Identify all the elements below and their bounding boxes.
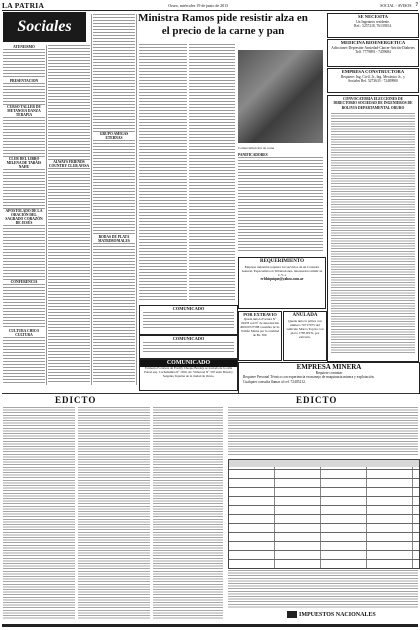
text-block (3, 407, 75, 619)
table-header (229, 460, 419, 467)
social-heading: BODAS DE PLATA MATRIMONIALES (93, 235, 135, 243)
ad-title: COMUNICADO (172, 306, 205, 311)
ad-comunicado-2 (139, 335, 238, 359)
text-block (93, 14, 135, 132)
ad-email: rrhhiquique@yahoo.com.ar (260, 277, 304, 281)
edicto-right-title: EDICTO (296, 395, 338, 405)
text-block (3, 83, 45, 105)
social-heading: PRESENTACION (3, 79, 45, 83)
sociales-column-1 (3, 45, 45, 385)
text-block (189, 44, 235, 302)
ad-line: Telf. 7779893 - 7459684 (355, 50, 391, 55)
photo-caption: Comercialización de carne (238, 146, 275, 150)
page-header (2, 1, 418, 11)
ad-title: SE NECESITA (358, 14, 388, 19)
ad-comunicado-1 (139, 305, 238, 335)
text-block (3, 284, 45, 329)
news-headline: Ministra Ramos pide resistir alza en el precio de la carne y pan (138, 12, 308, 37)
social-heading: GRUPO AMIGAS ETERNAS (93, 132, 135, 140)
news-column-3 (238, 153, 323, 253)
text-block (93, 243, 135, 383)
text-block (3, 49, 45, 79)
ad-title: COMUNICADO (172, 336, 205, 341)
ad-title: ANULADA (292, 313, 318, 318)
sociales-column-2 (48, 45, 90, 385)
ad-line: Sociales Ref. 5273633 - 72489900 (348, 79, 398, 84)
ad-title: REQUERIMIENTO (259, 259, 305, 264)
text-block (48, 45, 90, 160)
ad-line: Un Ingeniero residente. (356, 20, 390, 24)
news-column-1 (139, 44, 187, 302)
ad-contact: Cualquier consulta llamar al cel. 72405212. (243, 379, 306, 384)
ad-subtitle: Requiere contratar (315, 371, 343, 375)
column-divider (91, 14, 92, 385)
text-block (143, 342, 234, 354)
ad-body: Empresa industrial requiere los servicios de un Contador General, Especialista en Tributaciones, interesados remitir su C.V. a (241, 265, 323, 277)
ad-convocatoria (327, 95, 419, 362)
page-footer-rule (2, 624, 418, 627)
impuestos-mark-icon (287, 611, 297, 618)
sociales-banner: Sociales (3, 12, 86, 42)
text-block (3, 169, 45, 209)
ad-title: MEDICINA BIOENERGETICA (340, 40, 406, 45)
text-block (238, 157, 323, 253)
ad-body: Farmacia Fortaleza de Freddy Choque Berdeja se traslada de la calle Potosí esq. Cochabamba Nº 1059, Av. Villarroel Nº 370 entre Brasil y Sargento Tejerina de la ciudad de Oruro. (144, 366, 233, 378)
edicto-right-intro (228, 407, 418, 455)
edicto-table (228, 459, 420, 569)
edicto-left-col-2 (78, 407, 150, 619)
ad-empresa-constructora (327, 68, 419, 93)
ad-title: COMUNICADO (140, 360, 237, 367)
ad-line: Ref.: 5257218, 76139354. (354, 24, 392, 29)
text-block (3, 225, 45, 280)
newspaper-brand: LA PATRIA (2, 1, 45, 10)
ad-title: EMPRESA CONSTRUCTORA (341, 69, 405, 74)
text-block (3, 117, 45, 157)
news-subhead: PANIFICADORES (238, 153, 323, 157)
ad-body: Requiere Personal Técnico con experiencia en manejo de maquinaria minera y explotación. (243, 375, 375, 380)
social-heading: APOSTOLADO DE LA ORACIÓN DEL SAGRADO CORAZÓN DE JESÚS (3, 209, 45, 225)
text-block (228, 407, 418, 455)
text-block (143, 312, 234, 328)
section-divider (2, 393, 418, 394)
text-block (48, 168, 90, 383)
ad-line: Adicciones-Depresión-Ansiedad-Cáncer-Artritis-Diabetes (331, 46, 415, 50)
edicto-left-col-1 (3, 407, 75, 619)
text-block (78, 407, 150, 619)
issue-date: Oruro, miércoles 19 de junio de 2013 (168, 3, 229, 8)
edicto-left-col-3 (153, 407, 223, 619)
section-name: SOCIAL - AVISOS (380, 3, 412, 8)
social-heading: CULTURA CHICO CULTURA (3, 329, 45, 337)
text-block (139, 44, 187, 302)
social-heading: ALWAYS FRIENDS COUNTRY CLUB AVISA (48, 160, 90, 168)
page-number: 7 (415, 3, 418, 8)
ad-title: CONVOCATORIA ELECCIONES DE DIRECTORIO SOCIEDAD DE INGENIEROS DE BOLIVIA DEPARTAMENTAL ORURO (333, 97, 413, 110)
text-block (3, 337, 45, 385)
ad-line: Requiere: Ing. Civil, Jr., Ing. Mecánico Jr., y (340, 75, 406, 79)
text-block (153, 407, 223, 619)
ad-title: POR EXTRAVIO (243, 312, 277, 317)
impuestos-logo (287, 611, 376, 618)
ad-body: Queda nula la Factura Nº 00478 con Nº de autorización 400100727588 a nombre de Sr. Willfer Merna por la cantidad de Bs. 300. (240, 317, 280, 337)
news-photo (238, 50, 323, 150)
ad-body: Queda nula la póliza con número 70717075 del vehículo Marca Toyota con placa 1785 RYX, por extravío. (286, 319, 324, 340)
ad-title: EMPRESA MINERA (296, 363, 362, 371)
social-heading: CLUB DEL LIBRO MILENA DE TABÁIS NAHU (3, 157, 45, 169)
social-heading: CONFERENCIA (3, 280, 45, 284)
sociales-column-3 (93, 14, 135, 385)
ad-anulada (283, 311, 327, 361)
ad-por-extravio (238, 311, 282, 361)
text-block (93, 140, 135, 235)
ad-empresa-minera (238, 362, 420, 394)
ad-medicina (327, 39, 419, 67)
ad-se-necesita (327, 13, 419, 38)
column-divider (46, 45, 47, 385)
social-heading: ATENEISMO (3, 45, 45, 49)
impuestos-name: IMPUESTOS NACIONALES (299, 611, 376, 618)
column-divider (136, 14, 137, 385)
text-block (228, 570, 418, 608)
social-heading: CURSO TALLER DE METANOIA DANZA TERAPIA (3, 105, 45, 117)
edicto-right-footer (228, 570, 418, 608)
ad-requerimiento (238, 257, 326, 309)
ad-comunicado-3 (139, 359, 238, 391)
edicto-left-title: EDICTO (55, 395, 97, 405)
news-column-2 (189, 44, 235, 302)
text-block (331, 113, 415, 353)
